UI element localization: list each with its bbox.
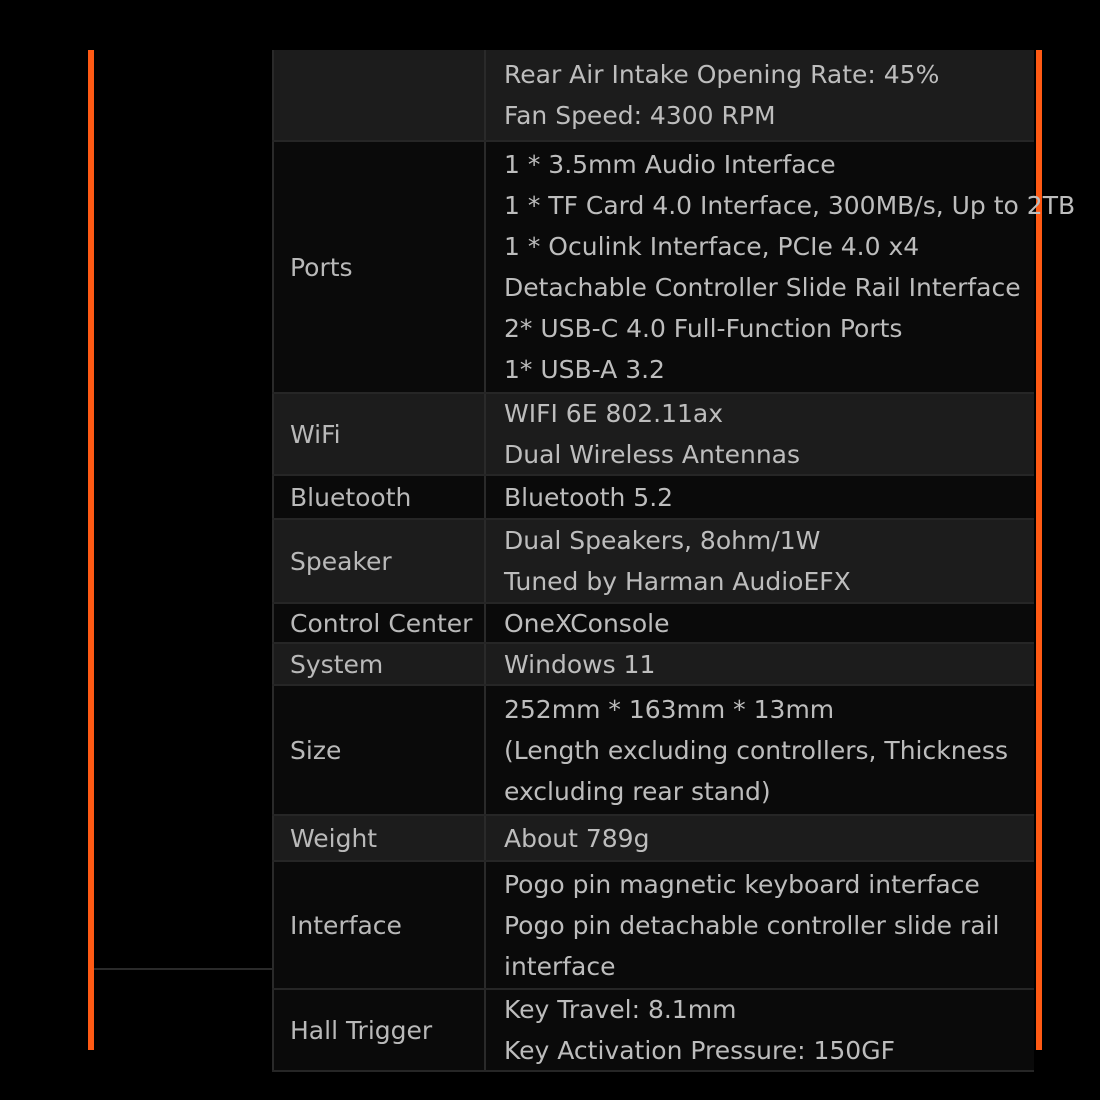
spec-row: [272, 644, 1034, 686]
spec-row: [272, 394, 1034, 476]
spec-value-line: 1* USB-A 3.2: [504, 355, 665, 384]
spec-row: [272, 686, 1034, 816]
spec-value-line: About 789g: [504, 823, 650, 853]
spec-value-line: interface: [504, 951, 616, 981]
spec-label: Control Center: [272, 604, 486, 642]
spec-label: Ports: [272, 142, 486, 392]
spec-row: [272, 520, 1034, 604]
spec-value-line: Pogo pin detachable controller slide rail: [504, 910, 1000, 940]
spec-value-line: Key Travel: 8.1mm: [504, 995, 737, 1024]
spec-value-line: 1 * 3.5mm Audio Interface: [504, 150, 836, 179]
spec-value-line: 1 * Oculink Interface, PCIe 4.0 x4: [504, 232, 920, 261]
spec-value-line: 2* USB-C 4.0 Full-Function Ports: [504, 314, 903, 343]
spec-label: Interface: [272, 862, 486, 988]
spec-value-line: Tuned by Harman AudioEFX: [504, 567, 851, 596]
spec-values: [486, 686, 1034, 814]
spec-label: Size: [272, 686, 486, 814]
spec-row: [272, 862, 1034, 990]
spec-label: [272, 50, 486, 140]
spec-value-line: Detachable Controller Slide Rail Interface: [504, 273, 1021, 302]
spec-value-line: 252mm * 163mm * 13mm: [504, 694, 835, 724]
spec-values: [486, 862, 1034, 988]
spec-row: [272, 990, 1034, 1072]
spec-values: [486, 50, 1034, 140]
spec-row: [272, 50, 1034, 142]
spec-values: [486, 520, 1034, 602]
spec-frame: [88, 50, 1076, 1065]
spec-value-line: Key Activation Pressure: 150GF: [504, 1036, 895, 1065]
spec-value-line: Bluetooth 5.2: [504, 482, 674, 512]
spec-row: [272, 604, 1034, 644]
spec-value-line: Dual Wireless Antennas: [504, 440, 801, 469]
spec-values: [486, 394, 1034, 474]
spec-value-line: OneXConsole: [504, 608, 670, 638]
spec-table: [272, 50, 1076, 1072]
spec-value-line: WIFI 6E 802.11ax: [504, 399, 724, 428]
spec-row: [272, 142, 1076, 394]
spec-label: System: [272, 644, 486, 684]
spec-values: [486, 142, 1075, 392]
spec-value-line: excluding rear stand): [504, 776, 771, 806]
spec-values: [486, 990, 1034, 1070]
spec-values: [486, 644, 1034, 684]
spec-value-line: 1 * TF Card 4.0 Interface, 300MB/s, Up to 2TB: [504, 191, 1076, 220]
spec-label: WiFi: [272, 394, 486, 474]
spec-value-line: Rear Air Intake Opening Rate: 45%: [504, 60, 940, 89]
spec-row: [272, 476, 1034, 520]
spec-label: Bluetooth: [272, 476, 486, 518]
spec-label: Weight: [272, 816, 486, 860]
section-divider: [94, 968, 278, 970]
left-accent-bar: [88, 50, 94, 1050]
spec-value-line: (Length excluding controllers, Thickness: [504, 735, 1008, 765]
spec-values: [486, 604, 1034, 642]
spec-values: [486, 476, 1034, 518]
spec-value-line: Fan Speed: 4300 RPM: [504, 101, 776, 130]
spec-values: [486, 816, 1034, 860]
spec-row: [272, 816, 1034, 862]
spec-label: Speaker: [272, 520, 486, 602]
spec-value-line: Pogo pin magnetic keyboard interface: [504, 869, 980, 899]
spec-value-line: Windows 11: [504, 649, 656, 679]
spec-label: Hall Trigger: [272, 990, 486, 1070]
spec-value-line: Dual Speakers, 8ohm/1W: [504, 526, 821, 555]
